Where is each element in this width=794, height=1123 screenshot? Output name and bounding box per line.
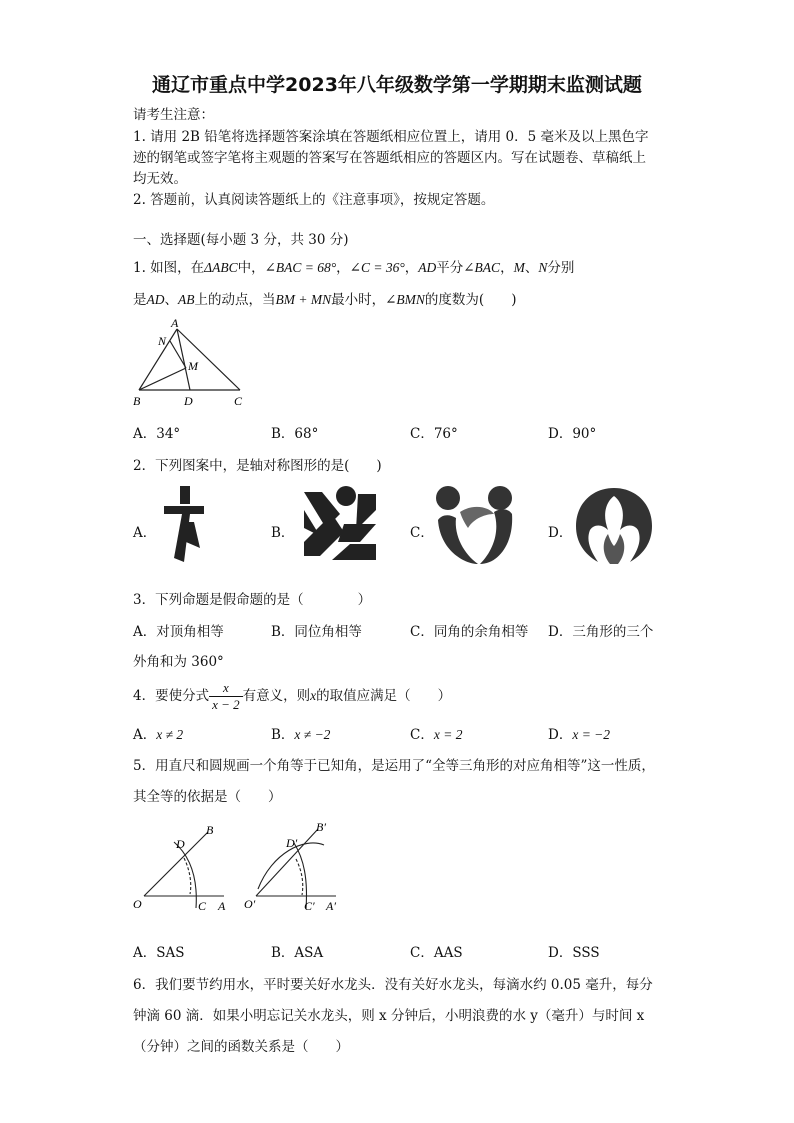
q1-option-d: D．90° (548, 426, 597, 442)
question-1-line-2: 是AD、AB上的动点，当BM + MN最小时，∠BMN的度数为( ) (133, 292, 517, 308)
q3-option-d: D．三角形的三个 (548, 624, 654, 640)
label-C: C (198, 899, 207, 913)
label-B-prime: B′ (316, 820, 326, 834)
question-6-line-3: （分钟）之间的函数关系是（ ） (133, 1039, 349, 1055)
q1-triangle-figure (128, 315, 253, 410)
label-D-prime: D′ (286, 836, 298, 850)
q4-option-c: C．x = 2 (410, 727, 463, 743)
label-O-prime: O′ (244, 897, 256, 911)
q1-option-c: C．76° (410, 426, 458, 442)
notice-line-1: 1. 请用 2B 铅笔将选择题答案涂填在答题纸相应位置上，请用 0．5 毫米及以上黑色字 (133, 129, 649, 145)
question-4: 4．要使分式 $\frac{x}{x - 2}$ 有意义，则x的取值应满足（ ） (133, 680, 452, 712)
label-A: A (171, 316, 179, 330)
label-C: C (234, 394, 243, 408)
q2-figure-a-icon (160, 484, 210, 566)
label-N: N (158, 334, 167, 348)
notice-line-2: 迹的钢笔或签字笔将主观题的答案写在答题纸相应的答题区内。写在试题卷、草稿纸上 (133, 150, 646, 166)
q5-angle-figure-right (238, 815, 348, 915)
label-B: B (206, 823, 214, 837)
q2-figure-c-icon (434, 484, 516, 566)
label-A: A (218, 899, 226, 913)
q3-option-a: A．对顶角相等 (133, 624, 224, 640)
label-A-prime: A′ (326, 899, 336, 913)
q2-option-a: A． (133, 525, 157, 541)
question-5-line-1: 5．用直尺和圆规画一个角等于已知角，是运用了“全等三角形的对应角相等”这一性质， (133, 758, 655, 774)
label-D: D (176, 837, 185, 851)
label-C-prime: C′ (304, 899, 315, 913)
q3-option-c: C．同角的余角相等 (410, 624, 529, 640)
question-5-line-2: 其全等的依据是（ ） (133, 789, 282, 805)
q2-option-c: C． (410, 525, 434, 541)
fraction: $\frac{x}{x - 2}$ (209, 680, 243, 713)
q4-option-d: D．x = −2 (548, 727, 611, 743)
q2-figure-d-icon (572, 484, 656, 568)
section-heading: 一、选择题(每小题 3 分，共 30 分) (133, 232, 349, 248)
q3-option-b: B．同位角相等 (271, 624, 362, 640)
label-D: D (184, 394, 193, 408)
q2-option-d: D． (548, 525, 573, 541)
q5-option-a: A．SAS (133, 945, 185, 961)
q5-option-b: B．ASA (271, 945, 324, 961)
q5-option-d: D．SSS (548, 945, 600, 961)
label-M: M (188, 359, 198, 373)
notice-heading: 请考生注意： (133, 107, 214, 123)
q5-angle-figure-left (128, 820, 238, 915)
question-1-line-1: 1. 如图，在ΔABC中，∠BAC = 68°，∠C = 36°，AD平分∠BAC，M、N分别 (133, 260, 575, 276)
question-6-line-2: 钟滴 60 滴．如果小明忘记关水龙头，则 x 分钟后，小明浪费的水 y（毫升）与时间 x (133, 1008, 645, 1024)
notice-line-4: 2. 答题前，认真阅读答题纸上的《注意事项》，按规定答题。 (133, 192, 495, 208)
label-B: B (133, 394, 141, 408)
label-O: O (133, 897, 142, 911)
q2-option-b: B． (271, 525, 295, 541)
q2-figure-b-icon (300, 484, 380, 564)
q4-option-a: A．x ≠ 2 (133, 727, 184, 743)
q3-option-d-cont: 外角和为 360° (133, 654, 224, 670)
question-6-line-1: 6．我们要节约用水，平时要关好水龙头．没有关好水龙头，每滴水约 0.05 毫升，每分 (133, 977, 653, 993)
notice-line-3: 均无效。 (133, 171, 187, 187)
page-title: 通辽市重点中学2023年八年级数学第一学期期末监测试题 (152, 74, 642, 96)
q1-option-b: B．68° (271, 426, 319, 442)
q1-option-a: A．34° (133, 426, 181, 442)
q4-option-b: B．x ≠ −2 (271, 727, 331, 743)
question-3: 3．下列命题是假命题的是（ ） (133, 592, 372, 608)
q5-option-c: C．AAS (410, 945, 463, 961)
question-2: 2．下列图案中，是轴对称图形的是( ) (133, 458, 382, 474)
